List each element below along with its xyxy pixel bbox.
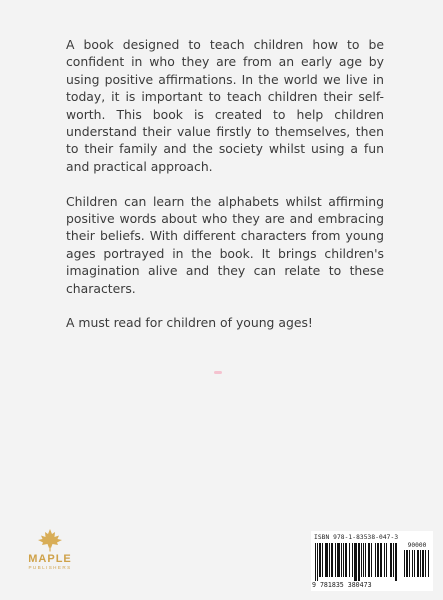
barcode-addon-digits: 90000 — [407, 542, 427, 549]
barcode-addon-bars — [404, 550, 430, 581]
description-paragraph-1: A book designed to teach children how to be confident in who they are from an early age by using positive affirmations. In the world we live in today, it is important to teach children their self-worth. This book is created to help children understand their value firstly to themselves, then to their family and the society whilst using a fun and practical approach. — [66, 37, 384, 174]
barcode-bars — [315, 543, 397, 581]
publisher-subtitle: PUBLISHERS — [28, 565, 72, 570]
isbn-barcode — [311, 531, 433, 591]
maple-leaf-icon — [37, 528, 63, 552]
publisher-name: MAPLE — [28, 553, 72, 565]
tagline: A must read for children of young ages! — [66, 315, 313, 331]
book-description — [66, 36, 384, 349]
center-mark — [214, 371, 222, 374]
publisher-logo — [22, 528, 78, 571]
description-paragraph-2: Children can learn the alphabets whilst affirming positive words about who they are and embracing their beliefs. With different characters from young ages portrayed in the book. It brings children's imagination alive and they can relate to these characters. — [66, 193, 384, 296]
barcode-digits: 9 781835 380473 — [312, 581, 372, 589]
isbn-label: ISBN 978-1-83538-047-3 — [314, 534, 399, 541]
